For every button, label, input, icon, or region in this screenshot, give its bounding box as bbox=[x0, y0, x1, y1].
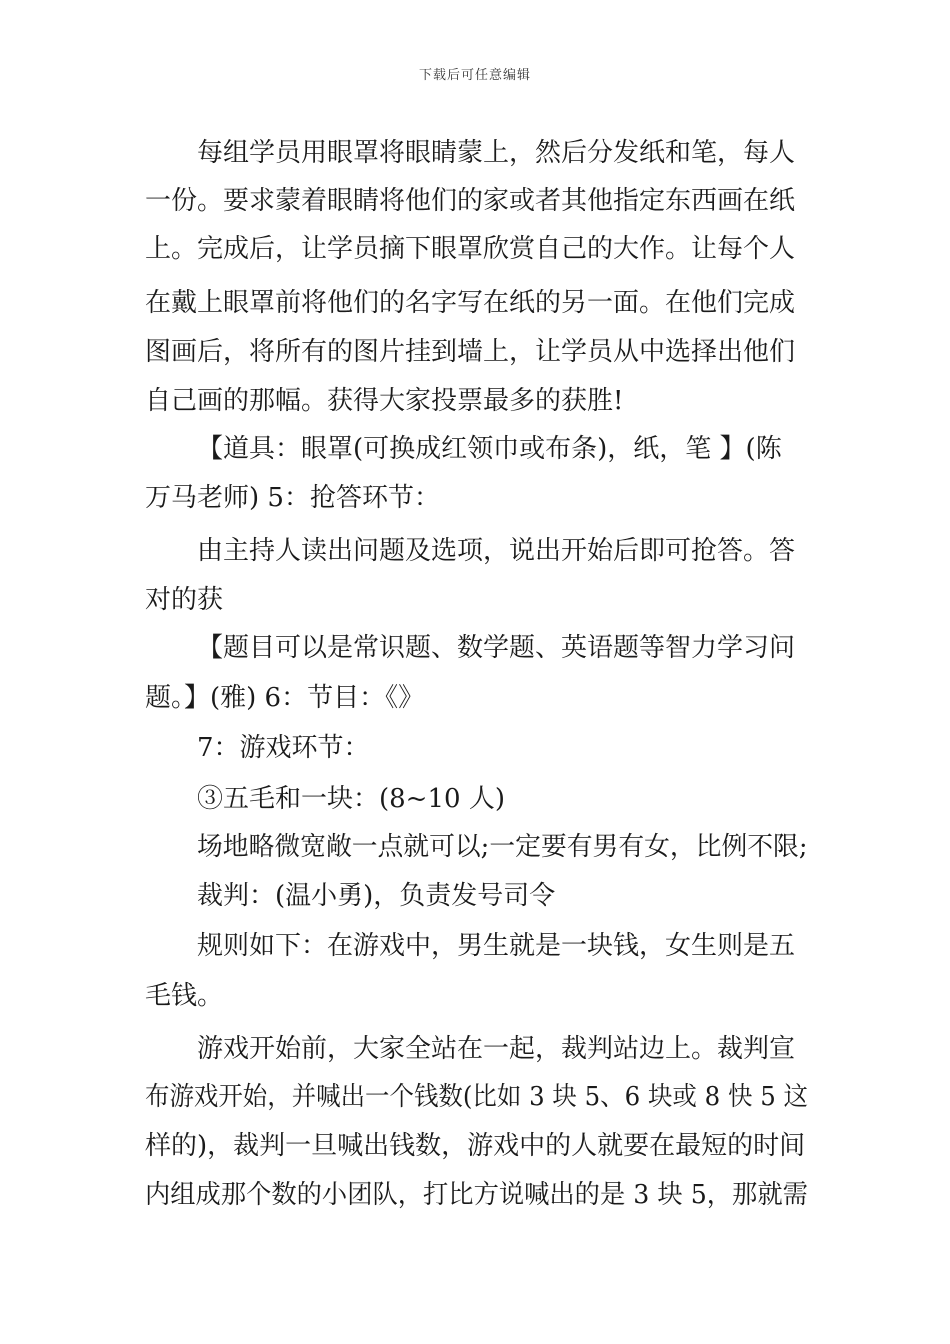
text-line: 内组成那个数的小团队，打比方说喊出的是 3 块 5，那就需 bbox=[145, 1180, 808, 1210]
text-line: 一份。要求蒙着眼睛将他们的家或者其他指定东西画在纸 bbox=[145, 186, 796, 216]
text-line: 上。完成后，让学员摘下眼罩欣赏自己的大作。让每个人 bbox=[145, 234, 796, 264]
text-line: 题。】(雅) 6：节目：《》 bbox=[145, 683, 425, 713]
text-line: 毛钱。 bbox=[145, 981, 224, 1011]
text-line: 【题目可以是常识题、数学题、英语题等智力学习问 bbox=[197, 633, 796, 663]
text-line: 规则如下：在游戏中，男生就是一块钱，女生则是五 bbox=[197, 931, 796, 961]
text-line: 【道具：眼罩(可换成红领巾或布条)，纸，笔 】(陈 bbox=[197, 434, 782, 464]
text-line: 布游戏开始，并喊出一个钱数(比如 3 块 5、6 块或 8 快 5 这 bbox=[145, 1082, 808, 1112]
text-line: 7：游戏环节： bbox=[197, 733, 370, 763]
text-line: 万马老师) 5：抢答环节： bbox=[145, 483, 440, 513]
text-line: 由主持人读出问题及选项，说出开始后即可抢答。答 bbox=[197, 536, 796, 566]
page-header: 下载后可任意编辑 bbox=[418, 68, 531, 83]
text-line: 样的)，裁判一旦喊出钱数，游戏中的人就要在最短的时间 bbox=[145, 1131, 806, 1161]
text-line: 对的获 bbox=[145, 585, 224, 615]
text-line: 游戏开始前，大家全站在一起，裁判站边上。裁判宣 bbox=[197, 1034, 796, 1064]
text-line: 图画后，将所有的图片挂到墙上，让学员从中选择出他们 bbox=[145, 337, 796, 367]
text-line: 在戴上眼罩前将他们的名字写在纸的另一面。在他们完成 bbox=[145, 288, 796, 318]
text-line: 场地略微宽敞一点就可以;一定要有男有女，比例不限; bbox=[197, 832, 808, 862]
text-line: 每组学员用眼罩将眼睛蒙上，然后分发纸和笔，每人 bbox=[197, 138, 796, 168]
text-line: 裁判：(温小勇)，负责发号司令 bbox=[197, 881, 556, 911]
text-line: 自己画的那幅。获得大家投票最多的获胜! bbox=[145, 386, 624, 416]
text-line: ③五毛和一块：(8~10 人) bbox=[197, 784, 505, 814]
